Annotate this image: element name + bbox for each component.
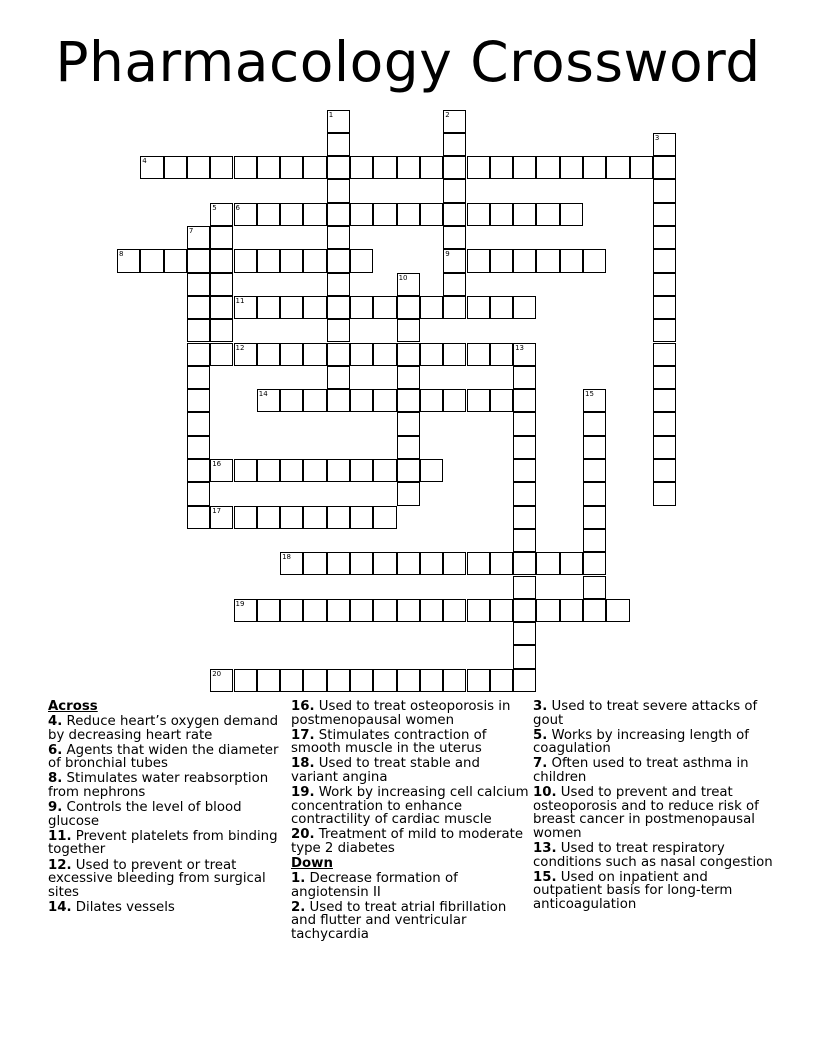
across-clue: 6. Agents that widen the diameter of bronchial tubes — [48, 742, 279, 772]
crossword-cell[interactable] — [350, 669, 373, 692]
crossword-cell[interactable] — [164, 249, 187, 272]
across-clue: 12. Used to prevent or treat excessive bleeding from surgical sites — [48, 857, 266, 900]
crossword-cell[interactable] — [420, 389, 443, 412]
crossword-cell[interactable] — [303, 156, 326, 179]
crossword-cell[interactable] — [653, 366, 676, 389]
crossword-cell[interactable] — [257, 506, 280, 529]
crossword-cell[interactable] — [513, 622, 536, 645]
crossword-cell[interactable] — [234, 669, 257, 692]
crossword-cell[interactable] — [350, 506, 373, 529]
crossword-cell[interactable] — [280, 249, 303, 272]
crossword-cell[interactable] — [397, 669, 420, 692]
crossword-cell[interactable] — [373, 459, 396, 482]
crossword-cell[interactable] — [373, 669, 396, 692]
down-heading: Down — [291, 856, 333, 872]
crossword-cell[interactable] — [303, 506, 326, 529]
crossword-cell[interactable] — [327, 110, 350, 133]
crossword-cell[interactable] — [490, 156, 513, 179]
crossword-cell[interactable] — [280, 552, 303, 575]
crossword-cell[interactable] — [350, 156, 373, 179]
crossword-cell[interactable] — [187, 366, 210, 389]
crossword-cell[interactable] — [234, 203, 257, 226]
down-clue: 1. Decrease formation of angiotensin II — [291, 871, 458, 900]
clue-column-1 — [48, 700, 286, 916]
crossword-cell[interactable] — [397, 366, 420, 389]
crossword-cell[interactable] — [327, 179, 350, 202]
crossword-cell[interactable] — [653, 319, 676, 342]
crossword-cell[interactable] — [536, 203, 559, 226]
crossword-cell[interactable] — [490, 296, 513, 319]
crossword-cell[interactable] — [350, 296, 373, 319]
down-clue: 3. Used to treat severe attacks of gout — [533, 699, 758, 728]
clue-number: 8 — [119, 250, 124, 259]
crossword-cell[interactable] — [350, 389, 373, 412]
clue-number: 10 — [398, 273, 408, 282]
crossword-cell[interactable] — [583, 576, 606, 599]
crossword-cell[interactable] — [350, 459, 373, 482]
crossword-cell[interactable] — [583, 249, 606, 272]
crossword-cell[interactable] — [653, 179, 676, 202]
crossword-cell[interactable] — [327, 669, 350, 692]
crossword-cell[interactable] — [140, 249, 163, 272]
crossword-cell[interactable] — [234, 599, 257, 622]
crossword-cell[interactable] — [443, 110, 466, 133]
crossword-cell[interactable] — [280, 506, 303, 529]
crossword-cell[interactable] — [397, 436, 420, 459]
crossword-cell[interactable] — [583, 412, 606, 435]
down-clue: 2. Used to treat atrial fibrillation and flutter and ventricular tachycardia — [291, 899, 507, 942]
crossword-cell[interactable] — [513, 156, 536, 179]
crossword-cell[interactable] — [327, 249, 350, 272]
crossword-cell[interactable] — [257, 669, 280, 692]
across-clue: 18. Used to treat stable and variant angina — [291, 756, 480, 785]
crossword-cell[interactable] — [653, 459, 676, 482]
crossword-cell[interactable] — [513, 389, 536, 412]
crossword-cell[interactable] — [210, 156, 233, 179]
crossword-cell[interactable] — [187, 226, 210, 249]
crossword-cell[interactable] — [257, 156, 280, 179]
crossword-cell[interactable] — [560, 552, 583, 575]
crossword-cell[interactable] — [327, 599, 350, 622]
crossword-cell[interactable] — [187, 389, 210, 412]
across-clue: 16. Used to treat osteoporosis in postmenopausal women — [291, 699, 511, 728]
crossword-cell[interactable] — [513, 669, 536, 692]
clue-number: 19 — [235, 599, 245, 608]
crossword-cell[interactable] — [234, 506, 257, 529]
crossword-cell[interactable] — [303, 599, 326, 622]
crossword-cell[interactable] — [397, 156, 420, 179]
crossword-cell[interactable] — [303, 203, 326, 226]
across-clue: 8. Stimulates water reabsorption from nephrons — [48, 771, 269, 801]
crossword-cell[interactable] — [327, 552, 350, 575]
clue-number: 14 — [258, 390, 268, 399]
crossword-cell[interactable] — [536, 249, 559, 272]
crossword-cell[interactable] — [420, 343, 443, 366]
crossword-cell[interactable] — [443, 203, 466, 226]
crossword-cell[interactable] — [443, 296, 466, 319]
crossword-cell[interactable] — [653, 226, 676, 249]
crossword-cell[interactable] — [234, 156, 257, 179]
crossword-cell[interactable] — [373, 296, 396, 319]
across-clue: 19. Work by increasing cell calcium concentration to enhance contractility of cardiac muscle — [291, 785, 529, 828]
crossword-cell[interactable] — [327, 296, 350, 319]
crossword-cell[interactable] — [583, 529, 606, 552]
crossword-cell[interactable] — [397, 296, 420, 319]
crossword-cell[interactable] — [397, 343, 420, 366]
crossword-cell[interactable] — [513, 482, 536, 505]
crossword-cell[interactable] — [653, 482, 676, 505]
crossword-cell[interactable] — [513, 296, 536, 319]
crossword-cell[interactable] — [490, 552, 513, 575]
crossword-cell[interactable] — [536, 552, 559, 575]
crossword-cell[interactable] — [443, 226, 466, 249]
crossword-cell[interactable] — [397, 599, 420, 622]
crossword-cell[interactable] — [327, 389, 350, 412]
crossword-cell[interactable] — [583, 506, 606, 529]
crossword-cell[interactable] — [327, 459, 350, 482]
crossword-cell[interactable] — [513, 459, 536, 482]
crossword-cell[interactable] — [327, 226, 350, 249]
crossword-cell[interactable] — [653, 296, 676, 319]
crossword-cell[interactable] — [257, 296, 280, 319]
crossword-cell[interactable] — [420, 599, 443, 622]
across-clue: 20. Treatment of mild to moderate type 2 diabetes — [291, 827, 524, 856]
crossword-cell[interactable] — [443, 179, 466, 202]
crossword-cell[interactable] — [234, 459, 257, 482]
crossword-cell[interactable] — [187, 273, 210, 296]
crossword-cell[interactable] — [653, 343, 676, 366]
crossword-cell[interactable] — [257, 599, 280, 622]
crossword-cell[interactable] — [443, 133, 466, 156]
crossword-cell[interactable] — [187, 482, 210, 505]
crossword-cell[interactable] — [187, 459, 210, 482]
crossword-cell[interactable] — [373, 343, 396, 366]
crossword-cell[interactable] — [397, 203, 420, 226]
across-clue: 17. Stimulates contraction of smooth muscle in the uterus — [291, 727, 487, 757]
crossword-cell[interactable] — [350, 203, 373, 226]
crossword-cell[interactable] — [327, 319, 350, 342]
crossword-cell[interactable] — [280, 203, 303, 226]
clue-number: 6 — [235, 203, 240, 212]
crossword-cell[interactable] — [583, 482, 606, 505]
clue-number: 12 — [235, 343, 245, 352]
crossword-cell[interactable] — [490, 249, 513, 272]
crossword-cell[interactable] — [327, 343, 350, 366]
crossword-cell[interactable] — [653, 412, 676, 435]
crossword-cell[interactable] — [606, 156, 629, 179]
page-title: Pharmacology Crossword — [55, 30, 761, 94]
crossword-cell[interactable] — [234, 249, 257, 272]
crossword-cell[interactable] — [490, 599, 513, 622]
crossword-cell[interactable] — [327, 273, 350, 296]
crossword-cell[interactable] — [653, 156, 676, 179]
crossword-cell[interactable] — [327, 366, 350, 389]
crossword-cell[interactable] — [280, 296, 303, 319]
crossword-cell[interactable] — [350, 343, 373, 366]
crossword-cell[interactable] — [513, 343, 536, 366]
crossword-cell[interactable] — [420, 669, 443, 692]
crossword-cell[interactable] — [234, 296, 257, 319]
clue-number: 9 — [445, 250, 450, 259]
crossword-cell[interactable] — [560, 156, 583, 179]
crossword-cell[interactable] — [210, 226, 233, 249]
down-clue: 10. Used to prevent and treat osteoporosis and to reduce risk of breast cancer in postmenopausal women — [533, 785, 759, 841]
crossword-cell[interactable] — [467, 552, 490, 575]
crossword-cell[interactable] — [583, 389, 606, 412]
crossword-cell[interactable] — [397, 552, 420, 575]
crossword-cell[interactable] — [420, 296, 443, 319]
clue-number: 15 — [585, 390, 594, 399]
crossword-cell[interactable] — [443, 156, 466, 179]
crossword-cell[interactable] — [467, 669, 490, 692]
clue-number: 11 — [235, 296, 245, 305]
crossword-cell[interactable] — [373, 552, 396, 575]
crossword-cell[interactable] — [210, 203, 233, 226]
crossword-cell[interactable] — [257, 459, 280, 482]
crossword-cell[interactable] — [513, 249, 536, 272]
crossword-cell[interactable] — [187, 343, 210, 366]
clue-number: 18 — [282, 553, 292, 562]
crossword-cell[interactable] — [653, 436, 676, 459]
crossword-cell[interactable] — [350, 249, 373, 272]
crossword-cell[interactable] — [560, 249, 583, 272]
crossword-cell[interactable] — [303, 343, 326, 366]
crossword-cell[interactable] — [536, 156, 559, 179]
crossword-cell[interactable] — [653, 133, 676, 156]
crossword-cell[interactable] — [257, 343, 280, 366]
crossword-cell[interactable] — [513, 645, 536, 668]
crossword-cell[interactable] — [373, 506, 396, 529]
crossword-cell[interactable] — [327, 156, 350, 179]
crossword-cell[interactable] — [653, 249, 676, 272]
crossword-cell[interactable] — [210, 273, 233, 296]
crossword-cell[interactable] — [210, 296, 233, 319]
clue-number: 3 — [654, 133, 660, 142]
crossword-cell[interactable] — [513, 506, 536, 529]
crossword-cell[interactable] — [280, 459, 303, 482]
crossword-cell[interactable] — [420, 156, 443, 179]
crossword-cell[interactable] — [513, 203, 536, 226]
crossword-cell[interactable] — [467, 203, 490, 226]
crossword-cell[interactable] — [397, 412, 420, 435]
crossword-cell[interactable] — [373, 389, 396, 412]
crossword-cell[interactable] — [187, 506, 210, 529]
crossword-cell[interactable] — [257, 249, 280, 272]
crossword-cell[interactable] — [327, 506, 350, 529]
crossword-cell[interactable] — [467, 599, 490, 622]
crossword-cell[interactable] — [443, 552, 466, 575]
crossword-cell[interactable] — [513, 412, 536, 435]
crossword-cell[interactable] — [303, 296, 326, 319]
crossword-cell[interactable] — [467, 249, 490, 272]
across-clue: 9. Controls the level of blood glucose — [48, 800, 242, 829]
crossword-cell[interactable] — [210, 343, 233, 366]
crossword-cell[interactable] — [373, 156, 396, 179]
crossword-cell[interactable] — [280, 343, 303, 366]
crossword-cell[interactable] — [443, 273, 466, 296]
crossword-cell[interactable] — [187, 296, 210, 319]
crossword-cell[interactable] — [443, 343, 466, 366]
across-clue: 14. Dilates vessels — [48, 899, 175, 915]
crossword-cell[interactable] — [583, 459, 606, 482]
crossword-cell[interactable] — [560, 203, 583, 226]
crossword-cell[interactable] — [490, 343, 513, 366]
crossword-cell[interactable] — [490, 389, 513, 412]
crossword-cell[interactable] — [187, 319, 210, 342]
down-clue: 7. Often used to treat asthma in children — [533, 756, 749, 785]
crossword-cell[interactable] — [653, 273, 676, 296]
clue-number: 17 — [212, 506, 222, 515]
crossword-cell[interactable] — [187, 436, 210, 459]
crossword-cell[interactable] — [280, 389, 303, 412]
crossword-cell[interactable] — [653, 203, 676, 226]
crossword-cell[interactable] — [303, 389, 326, 412]
clue-number: 4 — [142, 157, 147, 166]
crossword-cell[interactable] — [234, 343, 257, 366]
crossword-cell[interactable] — [443, 669, 466, 692]
crossword-cell[interactable] — [583, 436, 606, 459]
crossword-cell[interactable] — [257, 389, 280, 412]
crossword-cell[interactable] — [583, 552, 606, 575]
crossword-cell[interactable] — [653, 389, 676, 412]
crossword-cell[interactable] — [303, 552, 326, 575]
crossword-cell[interactable] — [210, 319, 233, 342]
crossword-cell[interactable] — [420, 552, 443, 575]
crossword-cell[interactable] — [560, 599, 583, 622]
crossword-cell[interactable] — [490, 203, 513, 226]
across-heading: Across — [48, 699, 98, 714]
crossword-cell[interactable] — [373, 203, 396, 226]
clue-number: 2 — [445, 110, 450, 119]
crossword-cell[interactable] — [467, 296, 490, 319]
down-clue: 5. Works by increasing length of coagulation — [533, 727, 749, 757]
crossword-cell[interactable] — [280, 669, 303, 692]
crossword-cell[interactable] — [397, 459, 420, 482]
crossword-cell[interactable] — [280, 156, 303, 179]
crossword-cell[interactable] — [303, 459, 326, 482]
crossword-cell[interactable] — [187, 156, 210, 179]
clue-number: 20 — [212, 669, 222, 678]
clue-number: 5 — [212, 203, 217, 212]
crossword-cell[interactable] — [583, 599, 606, 622]
crossword-cell[interactable] — [467, 389, 490, 412]
crossword-cell[interactable] — [443, 599, 466, 622]
crossword-cell[interactable] — [140, 156, 163, 179]
crossword-cell[interactable] — [397, 482, 420, 505]
down-clue: 13. Used to treat respiratory conditions such as nasal congestion — [533, 840, 773, 870]
crossword-cell[interactable] — [583, 156, 606, 179]
crossword-cell[interactable] — [327, 133, 350, 156]
crossword-cell[interactable] — [303, 249, 326, 272]
crossword-cell[interactable] — [606, 599, 629, 622]
crossword-cell[interactable] — [210, 669, 233, 692]
crossword-cell[interactable] — [327, 203, 350, 226]
crossword-cell[interactable] — [513, 436, 536, 459]
crossword-cell[interactable] — [350, 599, 373, 622]
across-clue: 11. Prevent platelets from binding together — [48, 828, 278, 858]
crossword-cell[interactable] — [513, 529, 536, 552]
clue-column-3 — [533, 700, 773, 913]
crossword-cell[interactable] — [187, 249, 210, 272]
crossword-cell[interactable] — [373, 599, 396, 622]
crossword-cell[interactable] — [536, 599, 559, 622]
down-clue: 15. Used on inpatient and outpatient basis for long-term anticoagulation — [533, 869, 733, 912]
clue-number: 13 — [515, 343, 525, 352]
crossword-cell[interactable] — [303, 669, 326, 692]
clue-number: 16 — [212, 460, 222, 468]
crossword-cell[interactable] — [350, 552, 373, 575]
crossword-cell[interactable] — [187, 412, 210, 435]
crossword-cell[interactable] — [420, 459, 443, 482]
crossword-cell[interactable] — [513, 599, 536, 622]
crossword-cell[interactable] — [513, 366, 536, 389]
crossword-cell[interactable] — [257, 203, 280, 226]
crossword-cell[interactable] — [210, 459, 233, 482]
clue-column-2 — [291, 700, 531, 943]
crossword-cell[interactable] — [397, 273, 420, 296]
crossword-cell[interactable] — [630, 156, 653, 179]
crossword-cell[interactable] — [443, 249, 466, 272]
crossword-cell[interactable] — [513, 576, 536, 599]
crossword-cell[interactable] — [164, 156, 187, 179]
across-clue: 4. Reduce heart’s oxygen demand by decreasing heart rate — [48, 714, 279, 743]
crossword-cell[interactable] — [443, 389, 466, 412]
clue-number: 1 — [328, 110, 334, 119]
crossword-cell[interactable] — [397, 389, 420, 412]
crossword-cell[interactable] — [397, 319, 420, 342]
crossword-cell[interactable] — [117, 249, 140, 272]
crossword-cell[interactable] — [513, 552, 536, 575]
crossword-cell[interactable] — [210, 506, 233, 529]
clue-number: 7 — [188, 227, 194, 235]
crossword-cell[interactable] — [467, 156, 490, 179]
crossword-cell[interactable] — [467, 343, 490, 366]
crossword-cell[interactable] — [420, 203, 443, 226]
crossword-cell[interactable] — [210, 249, 233, 272]
crossword-cell[interactable] — [490, 669, 513, 692]
crossword-cell[interactable] — [280, 599, 303, 622]
